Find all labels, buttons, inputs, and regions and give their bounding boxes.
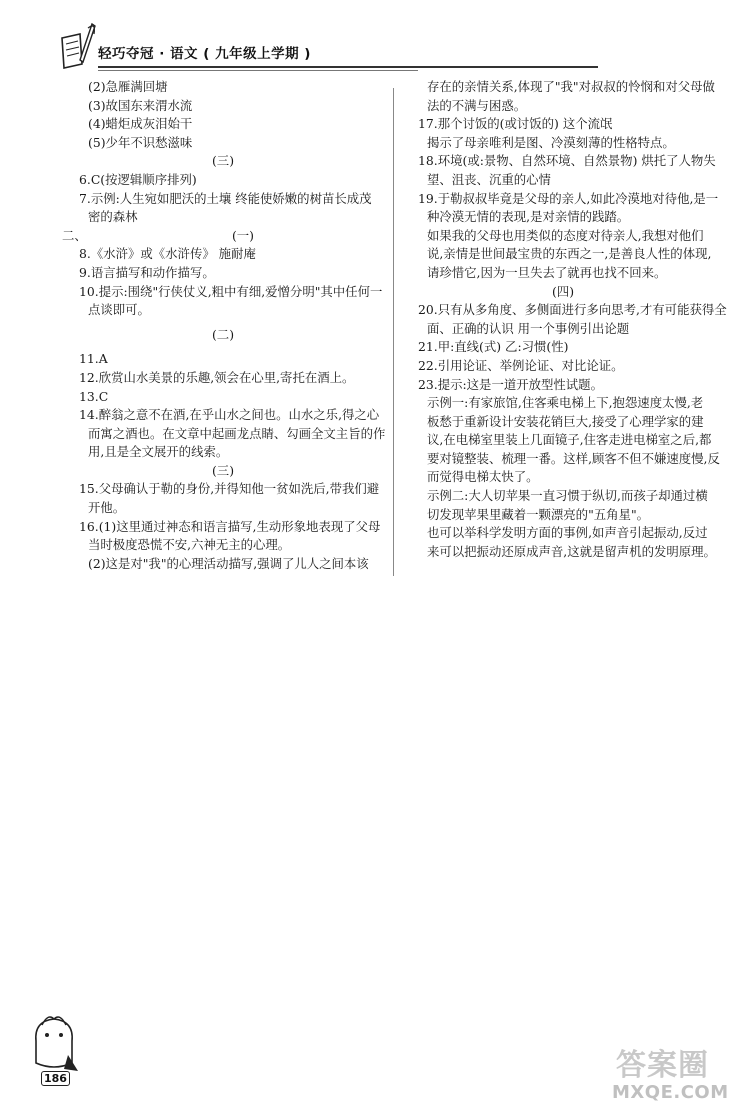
answer-line: (3)故国东来渭水流 xyxy=(88,97,193,113)
section-heading: (二) xyxy=(211,326,235,342)
answer-line: 示例二:大人切苹果一直习惯于纵切,而孩子却通过横 xyxy=(427,488,708,504)
answer-line: 17.那个讨饭的(或讨饭的) 这个流氓 xyxy=(418,116,613,132)
answer-line: 而寓之酒也。在文章中起画龙点睛、勾画全文主旨的作 xyxy=(88,425,386,441)
answer-line: (2)急雁满回塘 xyxy=(88,79,168,94)
answer-line: 8.《水浒》或《水浒传》 施耐庵 xyxy=(79,246,256,262)
site-watermark xyxy=(610,1040,750,1110)
answer-line: 请珍惜它,因为一旦失去了就再也找不回来。 xyxy=(427,264,667,280)
section-heading xyxy=(62,227,384,246)
part-number: 二、 xyxy=(62,227,87,243)
answer-line: 而觉得电梯太快了。 xyxy=(427,469,539,485)
book-quill-logo-icon xyxy=(58,20,98,72)
answer-line: (2)这是对"我"的心理活动描写,强调了儿人之间本该 xyxy=(88,555,369,571)
answer-line: 11.A xyxy=(79,351,108,367)
answer-line: 揭示了母亲唯利是图、冷漠刻薄的性格特点。 xyxy=(427,134,675,150)
answer-line: 如果我的父母也用类似的态度对待亲人,我想对他们 xyxy=(427,227,704,243)
page-number: 186 xyxy=(41,1071,70,1086)
left-column xyxy=(62,78,384,573)
mascot-icon xyxy=(28,1011,80,1073)
answer-line: (5)少年不识愁滋味 xyxy=(88,134,193,150)
answer-line: 16.(1)这里通过神态和语言描写,生动形象地表现了父母 xyxy=(79,518,381,534)
answer-line: 12.欣赏山水美景的乐趣,领会在心里,寄托在酒上。 xyxy=(79,369,355,385)
answer-line: 望、沮丧、沉重的心情 xyxy=(427,171,551,187)
answer-line: 密的森林 xyxy=(88,209,138,225)
watermark-domain: MXQE.COM xyxy=(612,1082,729,1103)
answer-line: 存在的亲情关系,体现了"我"对叔叔的怜悯和对父母做 xyxy=(427,79,715,94)
answer-line: 议,在电梯室里装上几面镜子,住客走进电梯室之后,都 xyxy=(427,432,712,448)
answer-line: 点谈即可。 xyxy=(88,302,150,318)
answer-line: 用,且是全文展开的线索。 xyxy=(88,444,229,460)
answer-line: 9.语言描写和动作描写。 xyxy=(79,264,215,280)
answer-line: 21.甲:直线(式) 乙:习惯(性) xyxy=(418,339,569,355)
right-column xyxy=(401,78,725,561)
answer-line: 说,亲情是世间最宝贵的东西之一,是善良人性的体现, xyxy=(427,246,712,262)
answer-line: 15.父母确认于勒的身份,并得知他一贫如洗后,带我们避 xyxy=(79,481,380,497)
answer-line: 面、正确的认识 用一个事例引出论题 xyxy=(427,320,630,336)
section-heading: (三) xyxy=(211,462,235,478)
answer-line: 示例一:有家旅馆,住客乘电梯上下,抱怨速度太慢,老 xyxy=(427,395,704,411)
answer-line: 法的不满与困惑。 xyxy=(427,97,527,113)
column-divider xyxy=(393,88,394,576)
answer-line: 6.C(按逻辑顺序排列) xyxy=(79,171,197,187)
answer-line: 7.示例:人生宛如肥沃的土壤 终能使娇嫩的树苗长成茂 xyxy=(79,190,372,206)
answer-line: 18.环境(或:景物、自然环境、自然景物) 烘托了人物失 xyxy=(418,153,716,169)
header-rule-thin xyxy=(98,70,418,71)
answer-line: 开他。 xyxy=(88,500,126,516)
section-heading: (四) xyxy=(551,283,575,299)
answer-line: 10.提示:围绕"行侠仗义,粗中有细,爱憎分明"其中任何一 xyxy=(79,283,383,299)
answer-line: 当时极度恐慌不安,六神无主的心理。 xyxy=(88,537,291,553)
answer-line: 23.提示:这是一道开放型性试题。 xyxy=(418,376,603,392)
answer-line: 切发现苹果里藏着一颗漂亮的"五角星"。 xyxy=(427,506,650,522)
header-rule xyxy=(98,66,598,68)
answer-line: (4)蜡炬成灰泪始干 xyxy=(88,116,193,132)
section-label: (一) xyxy=(231,227,254,243)
watermark-logo-text: 答案圈 xyxy=(616,1048,709,1083)
answer-line: 板愁于重新设计安装花销巨大,接受了心理学家的建 xyxy=(427,413,704,429)
answer-line: 13.C xyxy=(79,388,109,404)
answer-line: 20.只有从多角度、多侧面进行多向思考,才有可能获得全 xyxy=(418,302,727,318)
page-header xyxy=(0,0,750,78)
answer-line: 也可以举科学发明方面的事例,如声音引起振动,反过 xyxy=(427,525,708,541)
answer-line: 来可以把振动还原成声音,这就是留声机的发明原理。 xyxy=(427,543,716,559)
answer-line: 种冷漠无情的表现,是对亲情的践踏。 xyxy=(427,209,630,225)
header-title: 轻巧夺冠 · 语文 ( 九年级上学期 ) xyxy=(98,46,311,62)
section-heading: (三) xyxy=(211,153,235,169)
answer-line: 19.于勒叔叔毕竟是父母的亲人,如此冷漠地对待他,是一 xyxy=(418,190,719,206)
answer-line: 要对镜整装、梳理一番。这样,顾客不但不嫌速度慢,反 xyxy=(427,450,720,466)
answer-line: 14.醉翁之意不在酒,在乎山水之间也。山水之乐,得之心 xyxy=(79,407,380,423)
answer-line: 22.引用论证、举例论证、对比论证。 xyxy=(418,357,624,373)
